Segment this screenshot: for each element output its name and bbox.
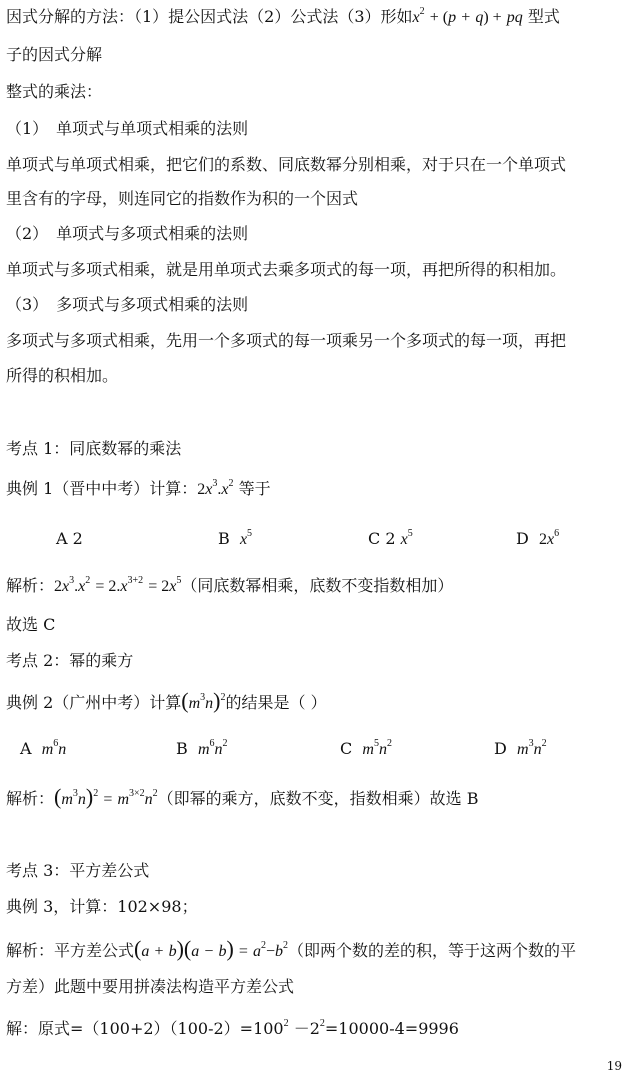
option-c: C $m^5n^2$ [340, 737, 392, 758]
option-a: A $m^6n$ [20, 737, 67, 758]
text: C [340, 739, 353, 758]
example-2: 典例 2（广州中考）计算$(m^3n)^2$的结果是（ ） [6, 688, 327, 713]
topic-heading-3: 考点 3：平方差公式 [6, 861, 150, 880]
option-d: D $2x^6$ [516, 527, 560, 548]
option-d: D $m^3n^2$ [494, 737, 547, 758]
text: （同底数幂相乘，底数不变指数相加） [181, 576, 454, 595]
option-b: B $m^6n^2$ [176, 737, 228, 758]
text: 解析： [6, 789, 55, 808]
text-line: 单项式与多项式相乘，就是用单项式去乘多项式的每一项，再把所得的积相加。 [6, 260, 567, 279]
solution-1: 解析：$2x^3.x^2 = 2.x^{3+2} = 2x^5$（同底数幂相乘，底数不变指数相加） [6, 574, 454, 595]
option-a [56, 528, 83, 550]
topic-heading-2: 考点 2：幂的乘方 [6, 651, 134, 670]
text: 解：原式=（100+2）（100-2）=100 [6, 1019, 284, 1038]
text: （即幂的乘方，底数不变，指数相乘）故选 B [157, 789, 479, 808]
solution-3: 解析：平方差公式$(a + b)(a - b) = a^2-b^2$（即两个数的差的积，等于这两个数的平 [6, 936, 577, 961]
text: 型式 [527, 7, 560, 26]
text: （即两个数的差的积，等于这两个数的平 [288, 941, 577, 960]
answer-line: 解：原式$=(100+2)(100-2)=100^2 -2^2=10000-4=9996$ [6, 1017, 459, 1038]
text: 典例 2（广州中考）计算 [6, 693, 182, 712]
text-line: 多项式与多项式相乘，先用一个多项式的每一项乘另一个多项式的每一项，再把 [6, 331, 567, 350]
rule-heading-1: （1） 单项式与单项式相乘的法则 [6, 119, 249, 138]
text: B [218, 529, 230, 548]
text: 等于 [238, 479, 271, 498]
text-line: 所得的积相加。 [6, 366, 119, 385]
option-c: C 2 $x^5$ [368, 527, 413, 548]
page-number: 19 [606, 1059, 622, 1073]
text: 解析： [6, 576, 55, 595]
text-line: 方差）此题中要用拼凑法构造平方差公式 [6, 977, 295, 996]
rule-heading-3: （3） 多项式与多项式相乘的法则 [6, 295, 249, 314]
text: －2 [293, 1019, 320, 1038]
text: =10000-4=9996 [324, 1019, 459, 1038]
text: D [494, 739, 507, 758]
answer-line: 故选 C [6, 615, 56, 634]
example-3: 典例 3，计算：102×98； [6, 897, 198, 916]
text: 因式分解的方法：（1）提公因式法（2）公式法（3）形如 [6, 7, 413, 26]
text: 解析：平方差公式 [6, 941, 135, 960]
topic-heading-1: 考点 1：同底数幂的乘法 [6, 439, 182, 458]
solution-2: 解析：$(m^3n)^2 = m^{3\times 2}n^2$（即幂的乘方，底数不变，指数相乘）故选 B [6, 784, 479, 809]
factor-methods-line: 因式分解的方法：（1）提公因式法（2）公式法（3）形如$x^2 + (p + q)$ + pq 型式 [6, 5, 560, 26]
text: A [20, 739, 32, 758]
rule-heading-2: （2） 单项式与多项式相乘的法则 [6, 224, 249, 243]
text: D [516, 529, 529, 548]
text: A 2 [56, 529, 83, 548]
text: B [176, 739, 188, 758]
text-line: 单项式与单项式相乘，把它们的系数、同底数幂分别相乘，对于只在一个单项式 [6, 155, 567, 174]
text-line: 里含有的字母，则连同它的指数作为积的一个因式 [6, 189, 359, 208]
example-1: 典例 1（晋中中考）计算：$2x^3.x^2$ 等于 [6, 477, 271, 498]
text: C 2 [368, 529, 396, 548]
text: 典例 1（晋中中考）计算： [6, 479, 198, 498]
option-b: B $x^5$ [218, 527, 253, 548]
section-heading: 整式的乘法： [6, 82, 103, 101]
text: 的结果是（ ） [225, 693, 327, 712]
text-line: 子的因式分解 [6, 45, 103, 64]
